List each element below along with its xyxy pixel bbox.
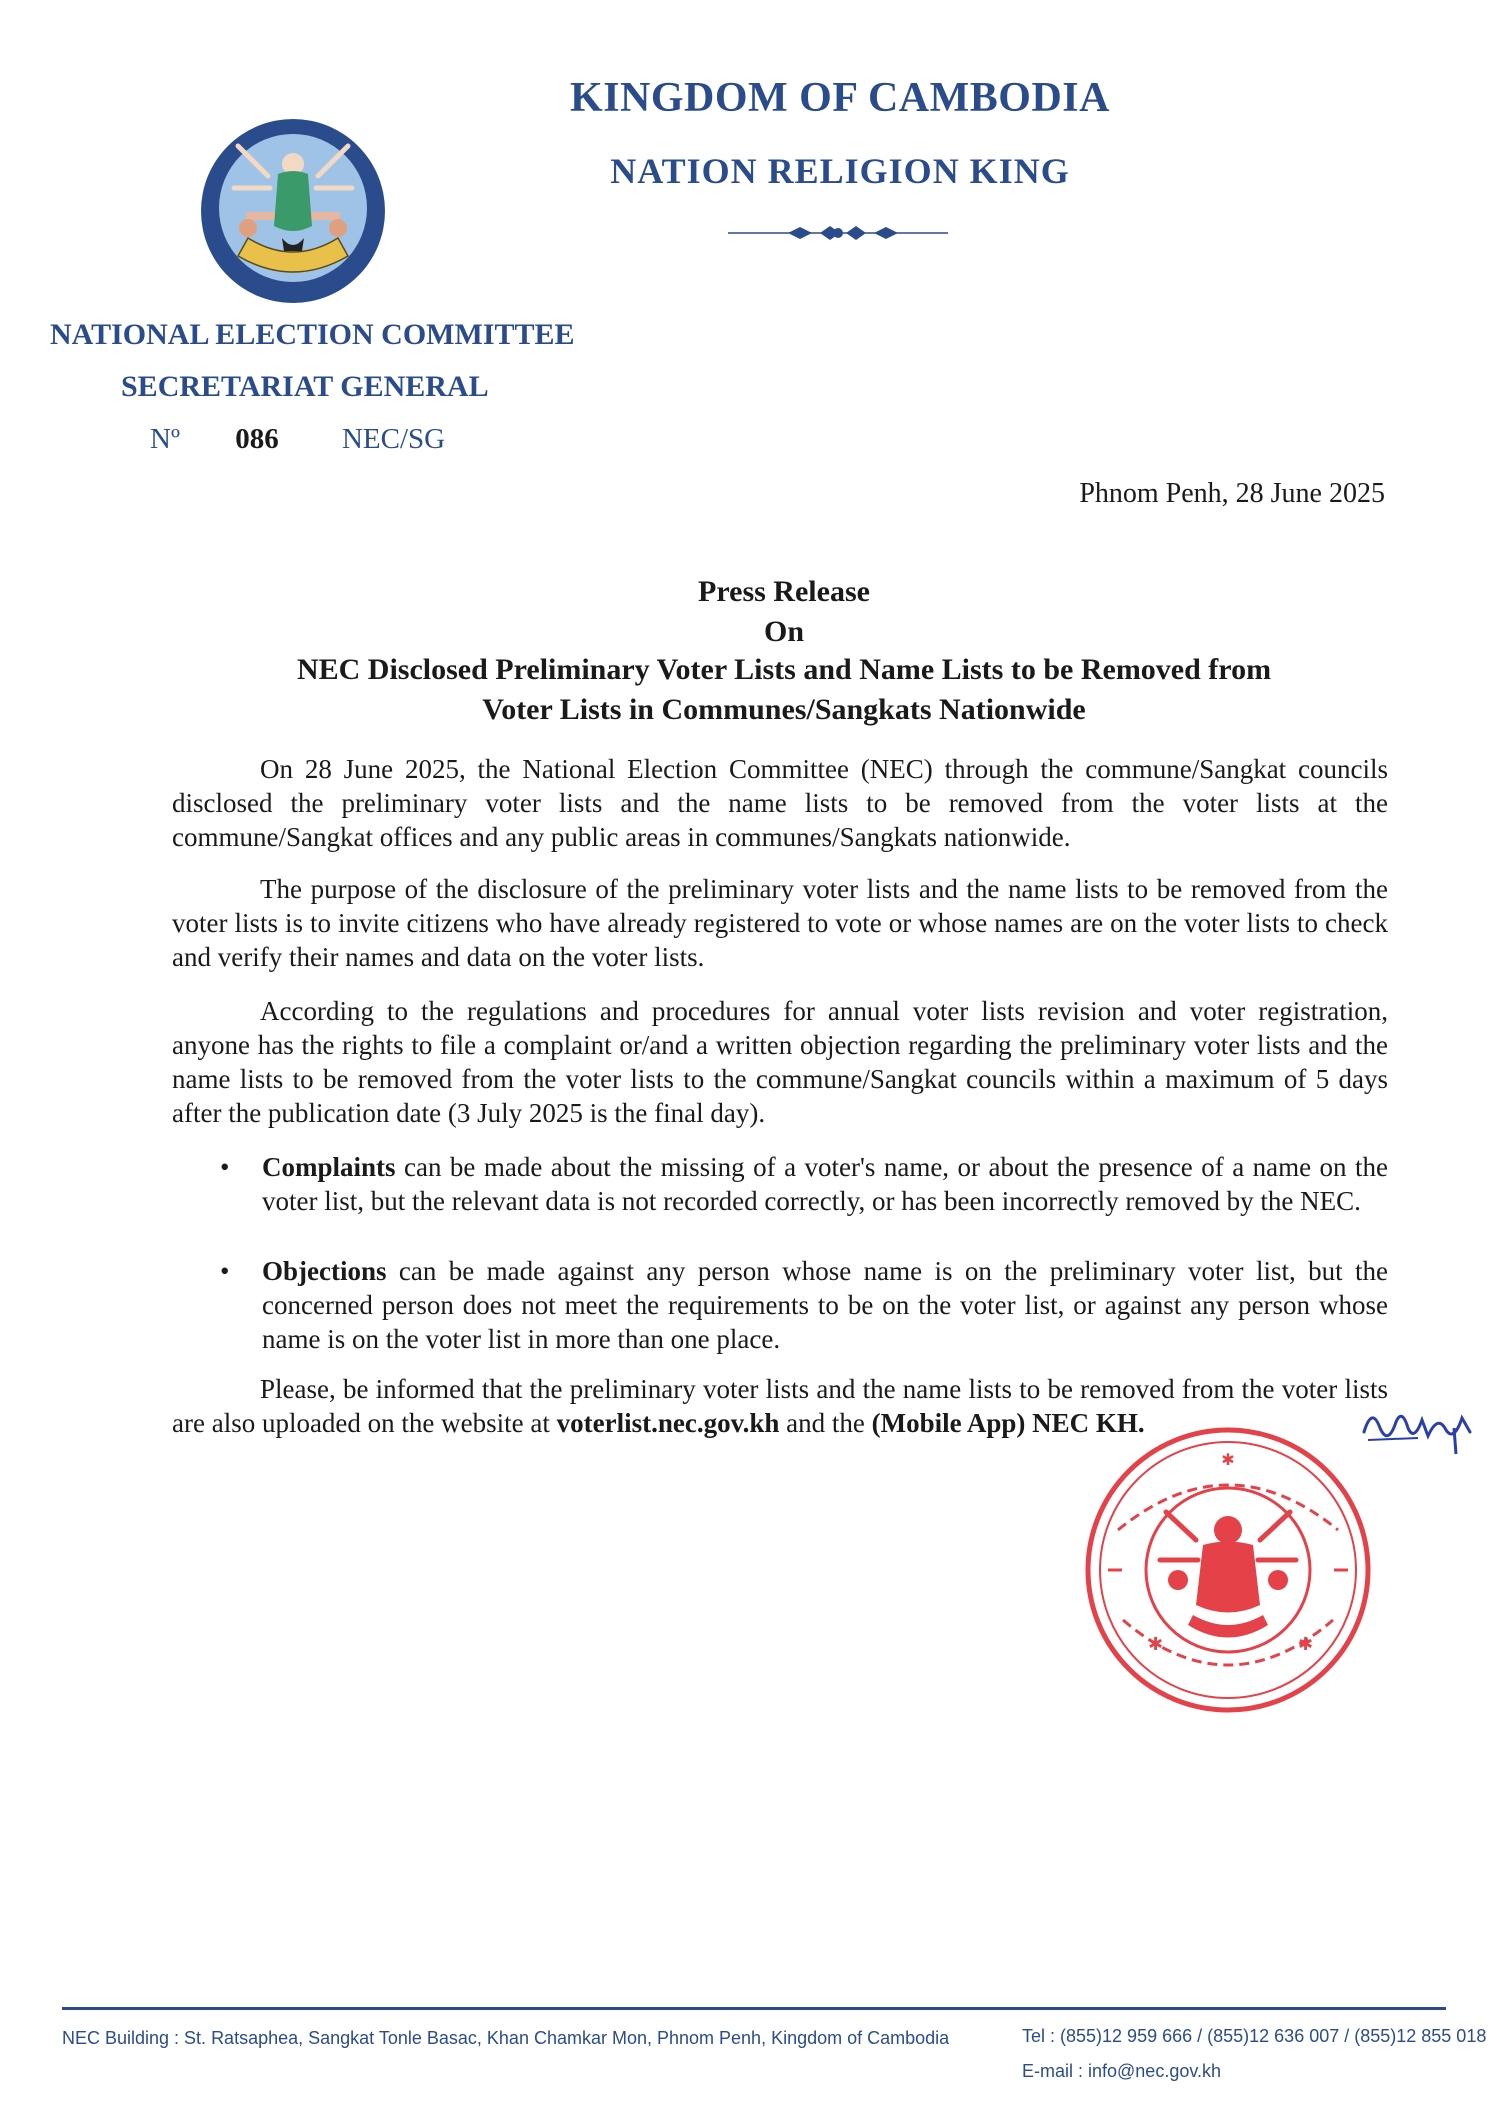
footer-telephone: Tel : (855)12 959 666 / (855)12 636 007 / (855)12 855 018 xyxy=(1022,2026,1487,2046)
paragraph-3-text: According to the regulations and procedures for annual voter lists revision and voter registration, anyone has the rights to file a complaint or/and a written objection regarding the preliminary voter lists and the name lists to be removed from the voter lists to the commune/Sangkat councils within a maximum of 5 days after the publication date (3 July 2025 is the final day). xyxy=(172,996,1388,1128)
footer-address: NEC Building : St. Ratsaphea, Sangkat Tonle Basac, Khan Chamkar Mon, Phnom Penh, Kingdom of Cambodia xyxy=(62,2028,950,2048)
title-line-3: NEC Disclosed Preliminary Voter Lists and Name Lists to be Removed from xyxy=(296,653,1272,686)
footer-divider xyxy=(62,2007,1446,2010)
svg-text:✱: ✱ xyxy=(1148,1634,1164,1655)
paragraph-2 xyxy=(172,872,1388,974)
mobile-app-name: (Mobile App) NEC KH. xyxy=(871,1408,1145,1438)
paragraph-1-text: On 28 June 2025, the National Election Committee (NEC) through the commune/Sangkat councils disclosed the preliminary voter lists and the name lists to be removed from the voter lists at the commune/Sangkat offices and any public areas in communes/Sangkats nationwide. xyxy=(172,754,1388,852)
nec-emblem-icon xyxy=(198,116,388,306)
paragraph-3 xyxy=(172,994,1388,1130)
bullet-text: can be made about the missing of a voter's name, or about the presence of a name on the voter list, but the relevant data is not recorded correctly, or has been incorrectly removed by the NEC. xyxy=(262,1152,1388,1216)
paragraph-4-text: Please, be informed that the preliminary voter lists and the name lists to be removed from the voter lists are also uploaded on the website at xyxy=(172,1374,1388,1438)
issuer-name: NATIONAL ELECTION COMMITTEE xyxy=(50,318,575,351)
bullet-text: can be made against any person whose name is on the preliminary voter list, but the concerned person does not meet the requirements to be on the voter list, or against any person whose name is on the voter list in more than one place. xyxy=(262,1256,1388,1354)
reference-code: NEC/SG xyxy=(341,423,446,455)
title-line-2: On xyxy=(763,615,805,648)
kingdom-title: KINGDOM OF CAMBODIA xyxy=(570,75,1110,121)
paragraph-1 xyxy=(172,752,1388,854)
title-line-1: Press Release xyxy=(698,575,870,608)
list-item xyxy=(172,1254,1388,1356)
nation-motto: NATION RELIGION KING xyxy=(610,151,1070,191)
footer-email[interactable]: E-mail : info@nec.gov.kh xyxy=(1022,2061,1222,2081)
document-date: Phnom Penh, 28 June 2025 xyxy=(1079,478,1385,509)
website-link[interactable]: voterlist.nec.gov.kh xyxy=(556,1408,780,1438)
signature-icon xyxy=(1358,1398,1478,1458)
reference-symbol: Nº xyxy=(150,423,180,455)
list-item xyxy=(172,1150,1388,1218)
title-line-4: Voter Lists in Communes/Sangkats Nationwide xyxy=(482,693,1086,726)
paragraph-2-text: The purpose of the disclosure of the preliminary voter lists and the name lists to be removed from the voter lists is to invite citizens who have already registered to vote or whose names are on the voter lists to check and verify their names and data on the voter lists. xyxy=(172,874,1388,972)
paragraph-4-joiner: and the xyxy=(779,1408,872,1438)
reference-number xyxy=(150,423,445,456)
motto-ornament-icon xyxy=(728,220,948,246)
issuer-unit: SECRETARIAT GENERAL xyxy=(121,370,489,403)
official-seal-icon xyxy=(1078,1420,1378,1720)
reference-number-value: 086 xyxy=(235,423,279,455)
svg-text:✱: ✱ xyxy=(1221,1450,1235,1469)
bullet-icon: • xyxy=(220,1152,230,1182)
bullet-lead: Complaints xyxy=(262,1152,396,1182)
bullet-lead: Objections xyxy=(262,1256,387,1286)
bullet-icon: • xyxy=(220,1256,230,1286)
svg-text:✱: ✱ xyxy=(1298,1634,1314,1655)
